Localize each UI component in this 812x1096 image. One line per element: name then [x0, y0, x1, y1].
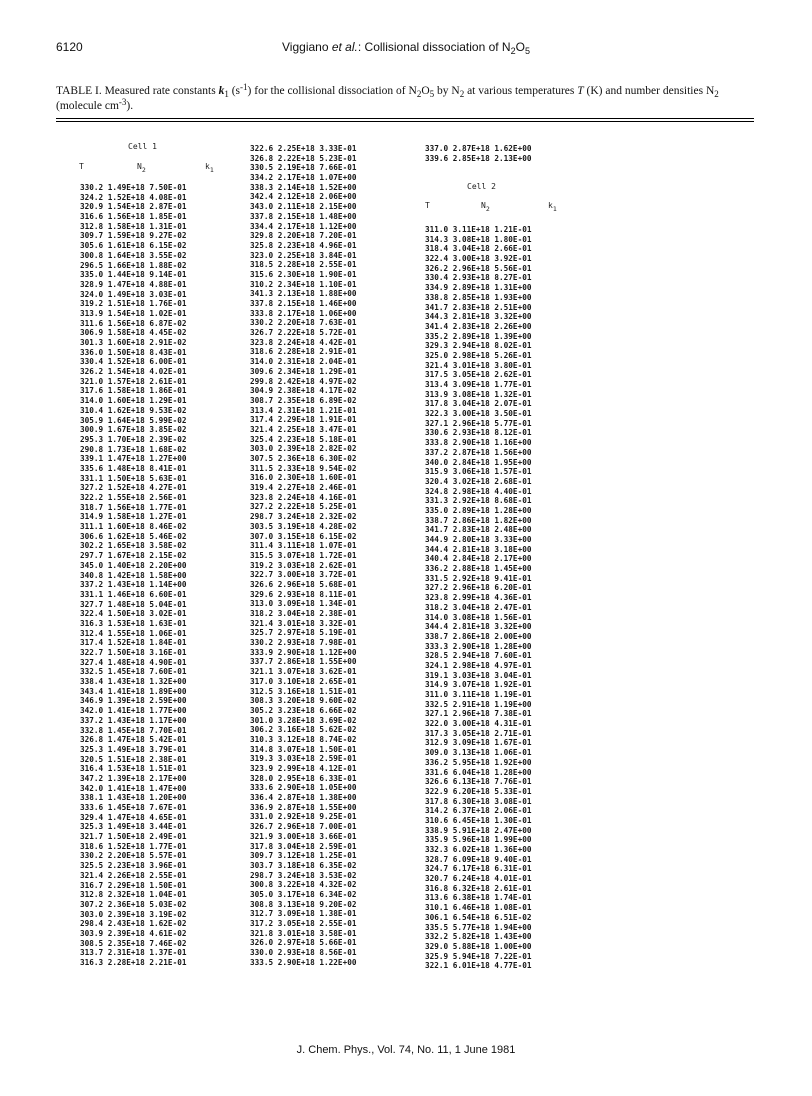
table-row: 313.4 3.09E+18 1.77E-01: [425, 380, 532, 389]
table-row: 317.6 1.58E+18 1.86E-01: [80, 386, 187, 396]
table-row: 331.5 2.92E+18 9.41E-01: [425, 573, 532, 583]
table-row: 334.2 2.17E+18 1.07E+00: [250, 173, 357, 183]
table-row: 338.8 2.85E+18 1.93E+00: [425, 292, 532, 302]
table-row: 320.7 6.24E+18 4.01E-01: [425, 874, 532, 884]
table-row: 307.2 2.36E+18 5.03E-02: [80, 899, 187, 909]
table-row: 329.3 2.94E+18 8.02E-01: [425, 341, 532, 351]
table-row: 314.3 3.08E+18 1.80E-01: [425, 234, 532, 244]
table-row: 326.2 2.96E+18 5.56E-01: [425, 263, 532, 273]
table-row: 321.4 3.01E+18 3.80E-01: [425, 360, 532, 370]
table-row: 296.5 1.66E+18 1.88E-02: [80, 260, 187, 270]
table-row: 321.4 2.25E+18 3.47E-01: [250, 424, 357, 434]
table-row: 310.1 6.46E+18 1.08E-01: [425, 903, 532, 913]
table-row: 335.9 5.96E+18 1.99E+00: [425, 835, 532, 845]
table-row: 333.6 1.45E+18 7.67E-01: [80, 803, 187, 812]
table-row: 333.8 2.90E+18 1.16E+00: [425, 438, 532, 448]
table-row: 320.4 3.02E+18 2.68E-01: [425, 476, 532, 486]
table-row: 331.6 6.04E+18 1.28E+00: [425, 767, 532, 777]
table-row: 325.4 2.23E+18 5.18E-01: [250, 434, 357, 444]
table-row: 319.3 3.03E+18 2.59E-01: [250, 754, 357, 764]
table-row: 322.4 3.00E+18 3.92E-01: [425, 254, 532, 264]
table-caption: TABLE I. Measured rate constants $k_1$ $(s^{-1})$ for the collisional dissociation of $N_2O_5$ by $N_2$ at various temperatures T (K) and number densities $N_2$ (molecule $cm^{-3}$).: [56, 82, 719, 112]
table-row: 335.0 1.44E+18 9.14E-01: [80, 270, 187, 280]
table-row: 332.5 2.91E+18 1.19E+00: [425, 699, 532, 709]
table-row: 331.1 1.46E+18 6.60E-01: [80, 589, 187, 599]
table-row: 313.7 2.31E+18 1.37E-01: [80, 948, 187, 958]
table-row: 338.7 2.86E+18 1.82E+00: [425, 515, 532, 525]
table-row: 322.6 2.25E+18 3.33E-01: [250, 144, 357, 153]
table-row: 327.1 2.96E+18 5.77E-01: [425, 418, 532, 428]
table-row: 322.1 6.01E+18 4.77E-01: [425, 961, 532, 971]
table-row: 301.0 3.28E+18 3.69E-02: [250, 715, 357, 725]
table-row: 317.5 3.05E+18 2.62E-01: [425, 370, 532, 380]
table-row: 303.7 3.18E+18 6.35E-02: [250, 860, 357, 870]
data-column-cell1: [80, 183, 186, 968]
table-row: 322.7 3.00E+18 3.72E-01: [250, 570, 357, 580]
table-row: 317.0 3.10E+18 2.65E-01: [250, 676, 357, 686]
table-row: 311.0 3.11E+18 1.19E-01: [425, 690, 532, 699]
table-row: 330.5 2.19E+18 7.66E-01: [250, 163, 357, 173]
col-header-N2: $N_2$: [137, 162, 146, 174]
table-row: 329.0 5.88E+18 1.00E+00: [425, 941, 532, 951]
table-row: 311.0 3.11E+18 1.21E-01: [425, 225, 532, 234]
col-header-N2: $N_2$: [481, 201, 490, 213]
table-row: 303.0 2.39E+18 3.19E-02: [80, 909, 187, 919]
table-row: 316.0 2.30E+18 1.60E-01: [250, 473, 357, 483]
table-row: 316.4 1.53E+18 1.51E-01: [80, 764, 187, 774]
table-row: 324.1 2.98E+18 4.97E-01: [425, 660, 532, 670]
table-row: 325.9 5.94E+18 7.22E-01: [425, 951, 532, 961]
table-row: 343.4 1.41E+18 1.89E+00: [80, 686, 187, 696]
table-row: 315.6 2.30E+18 1.90E-01: [250, 269, 357, 279]
table-row: 300.8 1.64E+18 3.55E-02: [80, 250, 187, 260]
table-row: 305.6 1.61E+18 6.15E-02: [80, 241, 187, 251]
table-row: 305.2 3.23E+18 6.66E-02: [250, 705, 357, 715]
running-title: Viggiano et al.: Collisional dissociation of $N_2O_5$: [282, 40, 530, 56]
table-row: 312.9 3.09E+18 1.67E-01: [425, 738, 532, 748]
table-row: 337.8 2.15E+18 1.46E+00: [250, 299, 357, 308]
table-row: 318.6 1.52E+18 1.77E-01: [80, 841, 187, 851]
table-row: 332.5 1.45E+18 7.60E-01: [80, 667, 187, 677]
table-row: 311.1 1.60E+18 8.46E-02: [80, 522, 187, 532]
table-row: 333.6 2.90E+18 1.05E+00: [250, 783, 357, 793]
table-row: 322.3 3.00E+18 3.50E-01: [425, 409, 532, 419]
table-row: 328.7 6.09E+18 9.40E-01: [425, 854, 532, 864]
table-row: 333.5 2.90E+18 1.22E+00: [250, 957, 357, 967]
table-row: 324.0 1.49E+18 3.03E-01: [80, 289, 187, 299]
table-row: 321.7 1.50E+18 2.49E-01: [80, 832, 187, 842]
table-row: 311.4 3.11E+18 1.07E-01: [250, 541, 357, 551]
table-row: 334.4 2.17E+18 1.12E+00: [250, 221, 357, 231]
table-row: 308.8 3.13E+18 9.20E-02: [250, 899, 357, 909]
table-row: 309.7 1.59E+18 9.27E-02: [80, 231, 187, 241]
table-row: 328.0 2.95E+18 6.33E-01: [250, 773, 357, 783]
table-row: 344.4 2.81E+18 3.18E+00: [425, 544, 532, 554]
table-row: 326.0 2.97E+18 5.66E-01: [250, 938, 357, 948]
table-row: 317.4 1.52E+18 1.84E-01: [80, 638, 187, 648]
table-row: 312.4 1.55E+18 1.06E-01: [80, 628, 187, 638]
table-row: 305.0 3.17E+18 6.34E-02: [250, 889, 357, 899]
table-row: 332.3 6.02E+18 1.36E+00: [425, 845, 532, 854]
table-row: 301.3 1.60E+18 2.91E-02: [80, 338, 187, 347]
data-column-cell2: [425, 225, 531, 971]
table-row: 317.2 3.05E+18 2.55E-01: [250, 919, 357, 928]
table-row: 344.4 2.81E+18 3.32E+00: [425, 622, 532, 632]
data-column-cell1-end: [425, 144, 531, 163]
table-row: 325.0 2.98E+18 5.26E-01: [425, 350, 532, 360]
table-row: 306.1 6.54E+18 6.51E-02: [425, 912, 532, 922]
table-row: 311.5 2.33E+18 9.54E-02: [250, 463, 357, 473]
table-row: 326.7 2.22E+18 5.72E-01: [250, 328, 357, 338]
table-row: 321.1 3.07E+18 3.62E-01: [250, 667, 357, 677]
table-row: 328.9 1.47E+18 4.88E-01: [80, 279, 187, 289]
table-row: 319.1 3.03E+18 3.04E-01: [425, 670, 532, 680]
table-row: 298.7 3.24E+18 3.53E-02: [250, 870, 357, 880]
table-row: 314.0 1.60E+18 1.29E-01: [80, 396, 187, 406]
table-row: 326.6 2.96E+18 5.68E-01: [250, 579, 357, 589]
table-row: 306.6 1.62E+18 5.46E-02: [80, 531, 187, 541]
table-row: 340.4 2.84E+18 2.17E+00: [425, 554, 532, 564]
table-row: 324.2 1.52E+18 4.08E-01: [80, 192, 187, 202]
table-row: 327.7 1.48E+18 5.04E-01: [80, 599, 187, 609]
table-row: 323.0 2.25E+18 3.84E-01: [250, 250, 357, 260]
table-row: 337.2 1.43E+18 1.17E+00: [80, 715, 187, 725]
table-row: 321.4 3.01E+18 3.32E-01: [250, 618, 357, 628]
table-row: 338.4 1.43E+18 1.32E+00: [80, 677, 187, 687]
table-row: 318.4 3.04E+18 2.66E-01: [425, 244, 532, 254]
table-row: 337.2 2.87E+18 1.56E+00: [425, 447, 532, 457]
table-row: 325.7 2.97E+18 5.19E-01: [250, 628, 357, 638]
table-row: 324.8 2.98E+18 4.40E-01: [425, 486, 532, 496]
table-row: 345.0 1.40E+18 2.20E+00: [80, 560, 187, 570]
table-row: 313.9 3.08E+18 1.32E-01: [425, 389, 532, 399]
table-row: 342.0 1.41E+18 1.77E+00: [80, 706, 187, 716]
table-row: 322.2 1.55E+18 2.56E-01: [80, 493, 187, 502]
table-row: 303.9 2.39E+18 4.61E-02: [80, 928, 187, 938]
table-row: 330.2 2.20E+18 5.57E-01: [80, 851, 187, 861]
table-row: 304.9 2.38E+18 4.17E-02: [250, 386, 357, 396]
table-row: 318.5 2.28E+18 2.55E-01: [250, 260, 357, 270]
table-row: 331.0 2.92E+18 9.25E-01: [250, 812, 357, 822]
table-row: 327.2 1.52E+18 4.27E-01: [80, 483, 187, 493]
table-row: 307.0 3.15E+18 6.15E-02: [250, 531, 357, 541]
table-row: 338.3 2.14E+18 1.52E+00: [250, 182, 357, 192]
table-row: 310.4 1.62E+18 9.53E-02: [80, 405, 187, 415]
table-row: 312.7 3.09E+18 1.38E-01: [250, 909, 357, 919]
table-row: 303.0 2.39E+18 2.82E-02: [250, 444, 357, 454]
table-row: 337.7 2.86E+18 1.55E+00: [250, 657, 357, 667]
table-row: 335.6 1.48E+18 8.41E-01: [80, 463, 187, 473]
table-row: 316.8 6.32E+18 2.61E-01: [425, 883, 532, 893]
table-row: 319.2 3.03E+18 2.62E-01: [250, 560, 357, 570]
table-row: 330.2 2.93E+18 7.98E-01: [250, 638, 357, 648]
table-row: 325.8 2.23E+18 4.96E-01: [250, 240, 357, 250]
table-row: 323.9 2.99E+18 4.12E-01: [250, 764, 357, 773]
table-row: 337.8 2.15E+18 1.48E+00: [250, 211, 357, 221]
table-row: 333.9 2.90E+18 1.12E+00: [250, 647, 357, 657]
table-row: 343.0 2.11E+18 2.15E+00: [250, 202, 357, 212]
table-row: 335.0 2.89E+18 1.28E+00: [425, 505, 532, 515]
table-row: 312.5 3.16E+18 1.51E-01: [250, 686, 357, 696]
table-row: 306.9 1.58E+18 4.45E-02: [80, 328, 187, 338]
table-row: 316.6 1.56E+18 1.85E-01: [80, 212, 187, 222]
table-row: 327.4 1.48E+18 4.90E-01: [80, 657, 187, 667]
table-row: 340.8 1.42E+18 1.58E+00: [80, 570, 187, 580]
table-row: 298.4 2.43E+18 1.62E-02: [80, 919, 187, 929]
table-row: 317.8 3.04E+18 2.07E-01: [425, 399, 532, 409]
table-row: 324.7 6.17E+18 6.31E-01: [425, 864, 532, 874]
table-row: 314.0 3.08E+18 1.56E-01: [425, 612, 532, 622]
table-row: 309.6 2.34E+18 1.29E-01: [250, 366, 357, 376]
table-row: 308.7 2.35E+18 6.89E-02: [250, 395, 357, 405]
col-header-k1: $k_1$: [205, 162, 214, 174]
table-row: 346.9 1.39E+18 2.59E+00: [80, 696, 187, 706]
table-row: 323.8 2.99E+18 4.36E-01: [425, 593, 532, 603]
table-row: 333.3 2.90E+18 1.28E+00: [425, 641, 532, 651]
table-row: 347.2 1.39E+18 2.17E+00: [80, 773, 187, 783]
table-row: 329.8 2.20E+18 7.20E-01: [250, 231, 357, 241]
table-row: 344.3 2.81E+18 3.32E+00: [425, 312, 532, 322]
table-row: 317.4 2.29E+18 1.91E-01: [250, 415, 357, 425]
table-row: 331.3 2.92E+18 8.68E-01: [425, 496, 532, 506]
table-row: 330.2 1.49E+18 7.50E-01: [80, 183, 187, 192]
table-row: 328.5 2.94E+18 7.60E-01: [425, 651, 532, 661]
table-row: 336.2 2.88E+18 1.45E+00: [425, 564, 532, 574]
table-row: 341.4 2.83E+18 2.26E+00: [425, 321, 532, 331]
table-row: 310.3 3.12E+18 8.74E-02: [250, 734, 357, 744]
table-row: 330.2 2.20E+18 7.63E-01: [250, 318, 357, 328]
table-row: 330.4 2.93E+18 8.27E-01: [425, 273, 532, 283]
table-row: 319.4 2.27E+18 2.46E-01: [250, 483, 357, 493]
table-row: 303.5 3.19E+18 4.28E-02: [250, 521, 357, 531]
table-row: 325.3 1.49E+18 3.44E-01: [80, 822, 187, 832]
table-row: 326.2 1.54E+18 4.02E-01: [80, 367, 187, 377]
table-row: 344.9 2.80E+18 3.33E+00: [425, 535, 532, 544]
table-row: 326.8 2.22E+18 5.23E-01: [250, 153, 357, 163]
table-row: 308.5 2.35E+18 7.46E-02: [80, 938, 187, 948]
table-row: 334.9 2.89E+18 1.31E+00: [425, 283, 532, 293]
table-row: 333.8 2.17E+18 1.06E+00: [250, 308, 357, 318]
table-row: 325.3 1.49E+18 3.79E-01: [80, 744, 187, 754]
table-row: 319.2 1.51E+18 1.76E-01: [80, 299, 187, 309]
table-row: 314.2 6.37E+18 2.06E-01: [425, 806, 532, 816]
table-row: 321.4 2.26E+18 2.55E-01: [80, 870, 187, 880]
table-row: 332.2 5.82E+18 1.43E+00: [425, 932, 532, 942]
table-row: 312.8 1.58E+18 1.31E-01: [80, 221, 187, 231]
table-row: 326.8 1.47E+18 5.42E-01: [80, 735, 187, 745]
table-row: 307.5 2.36E+18 6.30E-02: [250, 454, 357, 463]
table-row: 327.2 2.22E+18 5.25E-01: [250, 502, 357, 512]
table-row: 339.6 2.85E+18 2.13E+00: [425, 153, 532, 163]
table-row: 336.0 1.50E+18 8.43E-01: [80, 347, 187, 357]
table-row: 315.5 3.07E+18 1.72E-01: [250, 550, 357, 560]
table-row: 336.4 2.87E+18 1.38E+00: [250, 793, 357, 803]
table-row: 308.3 3.20E+18 9.60E-02: [250, 696, 357, 706]
table-row: 313.4 2.31E+18 1.21E-01: [250, 405, 357, 415]
table-row: 337.2 1.43E+18 1.14E+00: [80, 580, 187, 590]
table-row: 321.9 3.00E+18 3.66E-01: [250, 831, 357, 841]
table-row: 312.8 2.32E+18 1.04E-01: [80, 890, 187, 900]
cell2-label: Cell 2: [467, 182, 496, 191]
table-row: 298.7 3.24E+18 2.32E-02: [250, 512, 357, 522]
table-row: 321.0 1.57E+18 2.61E-01: [80, 376, 187, 386]
table-row: 313.0 3.09E+18 1.34E-01: [250, 599, 357, 609]
table-row: 302.2 1.65E+18 3.58E-02: [80, 541, 187, 551]
table-row: 318.2 3.04E+18 2.38E-01: [250, 609, 357, 618]
table-row: 341.7 2.83E+18 2.48E+00: [425, 525, 532, 535]
table-row: 314.8 3.07E+18 1.50E-01: [250, 744, 357, 754]
table-row: 318.6 2.28E+18 2.91E-01: [250, 347, 357, 357]
table-row: 315.9 3.06E+18 1.57E-01: [425, 467, 532, 477]
table-row: 329.6 2.93E+18 8.11E-01: [250, 589, 357, 599]
table-row: 321.8 3.01E+18 3.58E-01: [250, 928, 357, 938]
table-row: 317.8 3.04E+18 2.59E-01: [250, 841, 357, 851]
table-row: 330.0 2.93E+18 8.56E-01: [250, 948, 357, 958]
table-row: 329.4 1.47E+18 4.65E-01: [80, 812, 187, 822]
table-row: 326.6 6.13E+18 7.76E-01: [425, 777, 532, 787]
table-row: 326.7 2.96E+18 7.00E-01: [250, 822, 357, 832]
table-top-rule-double: [56, 121, 754, 122]
table-row: 300.9 1.67E+18 3.85E-02: [80, 425, 187, 435]
table-row: 322.9 6.20E+18 5.33E-01: [425, 786, 532, 796]
table-row: 313.9 1.54E+18 1.02E-01: [80, 308, 187, 318]
table-row: 316.3 1.53E+18 1.63E-01: [80, 618, 187, 628]
table-row: 335.5 5.77E+18 1.94E+00: [425, 922, 532, 932]
table-row: 318.7 1.56E+18 1.77E-01: [80, 502, 187, 512]
table-row: 338.7 2.86E+18 2.00E+00: [425, 631, 532, 641]
table-row: 305.9 1.64E+18 5.99E-02: [80, 415, 187, 425]
table-row: 322.0 3.00E+18 4.31E-01: [425, 719, 532, 729]
table-row: 341.7 2.83E+18 2.51E+00: [425, 302, 532, 312]
table-row: 309.0 3.13E+18 1.06E-01: [425, 748, 532, 758]
journal-footer: J. Chem. Phys., Vol. 74, No. 11, 1 June 1981: [296, 1044, 516, 1056]
table-row: 320.9 1.54E+18 2.87E-01: [80, 202, 187, 212]
table-row: 322.7 1.50E+18 3.16E-01: [80, 648, 187, 657]
table-row: 336.9 2.87E+18 1.55E+00: [250, 802, 357, 812]
page-number: 6120: [56, 40, 83, 54]
table-row: 317.8 6.30E+18 3.08E-01: [425, 796, 532, 806]
table-row: 323.8 2.24E+18 4.42E-01: [250, 337, 357, 347]
table-row: 314.9 3.07E+18 1.92E-01: [425, 680, 532, 690]
table-row: 325.5 2.23E+18 3.96E-01: [80, 861, 187, 871]
table-top-rule: [56, 118, 754, 119]
table-row: 330.4 1.52E+18 6.00E-01: [80, 357, 187, 367]
table-row: 332.8 1.45E+18 7.70E-01: [80, 725, 187, 735]
table-row: 339.1 1.47E+18 1.27E+00: [80, 454, 187, 464]
table-row: 310.6 6.45E+18 1.30E-01: [425, 815, 532, 825]
table-row: 330.6 2.93E+18 8.12E-01: [425, 428, 532, 438]
table-row: 322.4 1.50E+18 3.02E-01: [80, 609, 187, 619]
table-row: 327.2 2.96E+18 6.20E-01: [425, 583, 532, 593]
table-row: 338.1 1.43E+18 1.20E+00: [80, 793, 187, 803]
table-row: 342.0 1.41E+18 1.47E+00: [80, 783, 187, 793]
table-row: 341.3 2.13E+18 1.88E+00: [250, 289, 357, 299]
table-row: 331.1 1.50E+18 5.63E-01: [80, 473, 187, 483]
table-row: 318.2 3.04E+18 2.47E-01: [425, 602, 532, 612]
data-column-continued: [250, 144, 356, 967]
cell1-label: Cell 1: [128, 142, 157, 151]
col-header-T: T: [79, 162, 84, 171]
table-row: 317.3 3.05E+18 2.71E-01: [425, 728, 532, 738]
table-row: 299.8 2.42E+18 4.97E-02: [250, 376, 357, 386]
table-row: 316.3 2.28E+18 2.21E-01: [80, 958, 187, 967]
table-row: 290.8 1.73E+18 1.68E-02: [80, 444, 187, 454]
table-row: 337.0 2.87E+18 1.62E+00: [425, 144, 532, 153]
table-row: 314.0 2.31E+18 2.04E-01: [250, 357, 357, 367]
table-row: 310.2 2.34E+18 1.10E-01: [250, 279, 357, 289]
table-row: 316.7 2.29E+18 1.50E-01: [80, 880, 187, 890]
table-row: 336.2 5.95E+18 1.92E+00: [425, 757, 532, 767]
table-row: 342.4 2.12E+18 2.06E+00: [250, 192, 357, 202]
col-header-T: T: [425, 201, 430, 210]
table-row: 320.5 1.51E+18 2.38E-01: [80, 754, 187, 764]
table-row: 314.9 1.58E+18 1.27E-01: [80, 512, 187, 522]
table-row: 340.0 2.84E+18 1.95E+00: [425, 457, 532, 467]
col-header-k1: $k_1$: [548, 201, 557, 213]
table-row: 311.6 1.56E+18 6.87E-02: [80, 318, 187, 328]
table-row: 297.7 1.67E+18 2.15E-02: [80, 551, 187, 561]
table-row: 323.8 2.24E+18 4.16E-01: [250, 492, 357, 502]
table-row: 309.7 3.12E+18 1.25E-01: [250, 851, 357, 861]
table-row: 327.1 2.96E+18 7.38E-01: [425, 709, 532, 719]
table-row: 295.3 1.70E+18 2.39E-02: [80, 434, 187, 444]
table-row: 335.2 2.89E+18 1.39E+00: [425, 331, 532, 341]
table-row: 313.6 6.38E+18 1.74E-01: [425, 893, 532, 903]
table-row: 300.8 3.22E+18 4.32E-02: [250, 880, 357, 890]
table-row: 338.9 5.91E+18 2.47E+00: [425, 825, 532, 835]
table-row: 306.2 3.16E+18 5.62E-02: [250, 725, 357, 735]
